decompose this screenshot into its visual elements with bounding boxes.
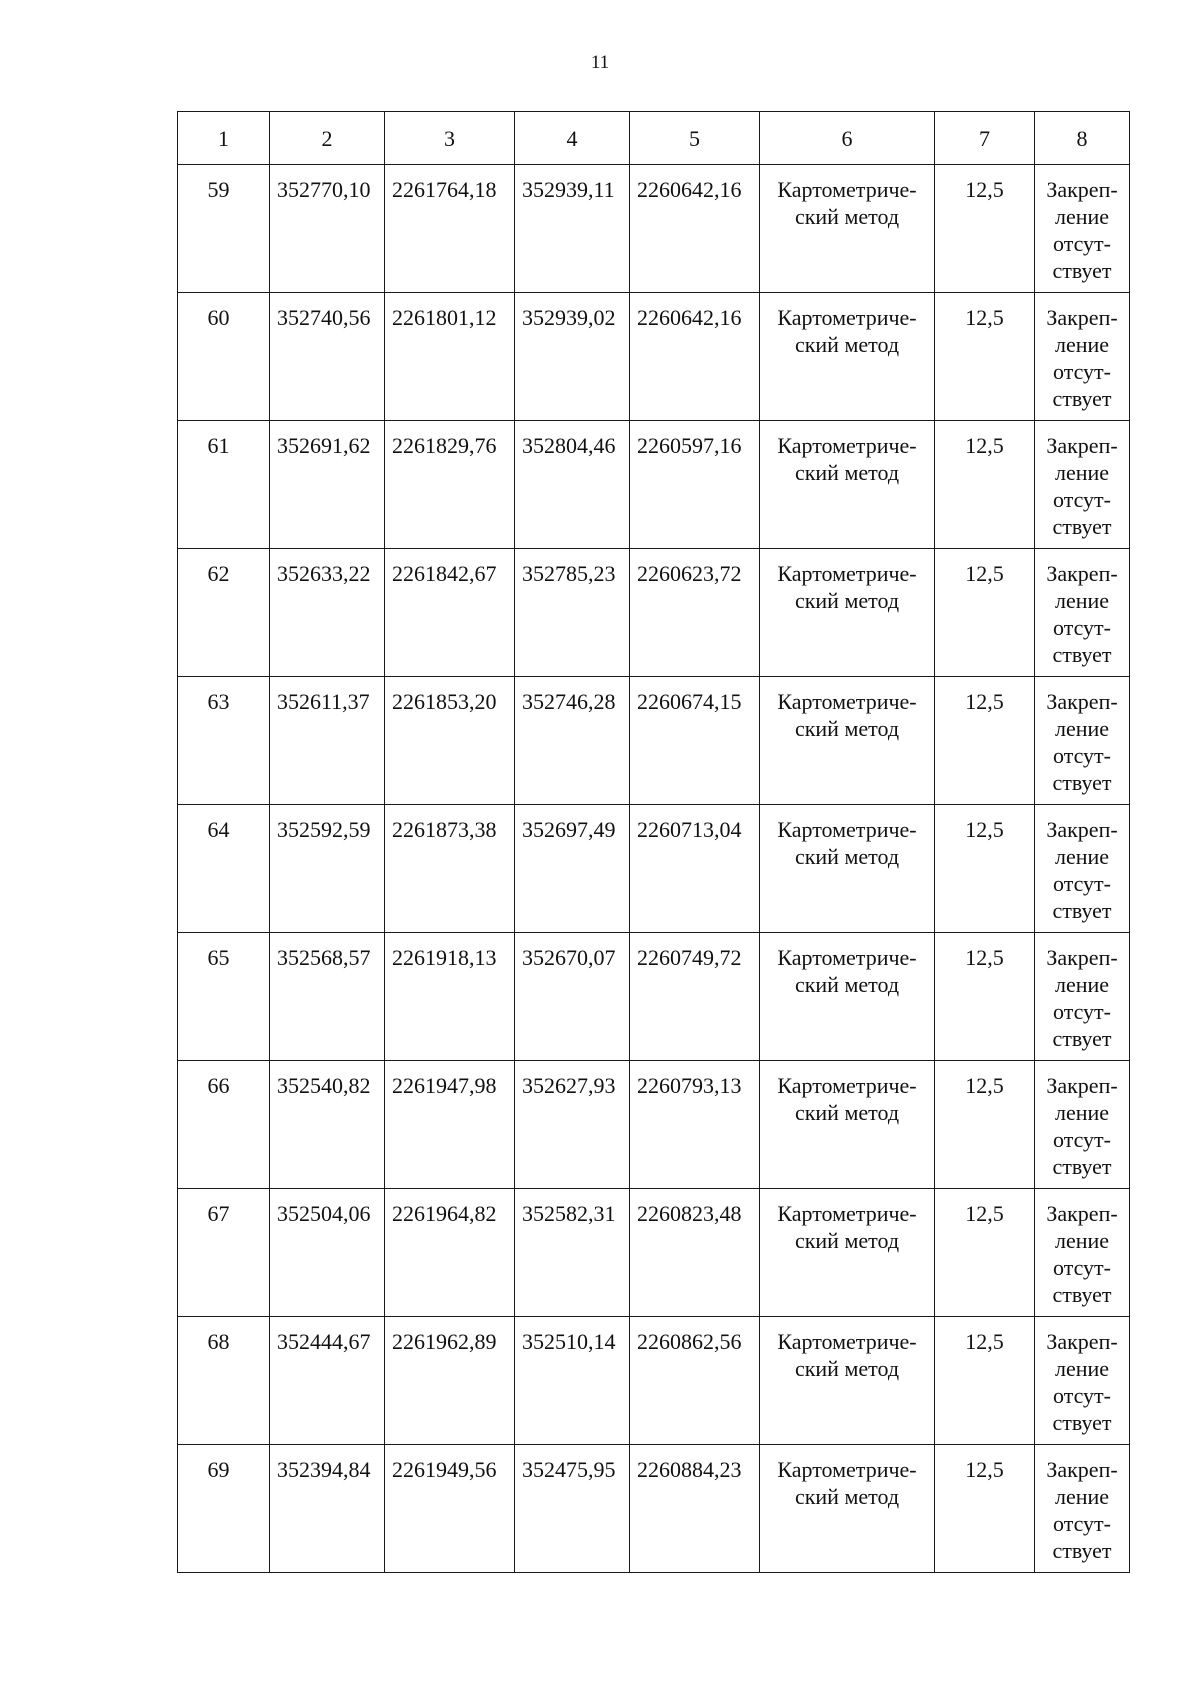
x-coord-cell: 352785,23	[515, 549, 630, 677]
y-coord-cell: 2261947,98	[385, 1061, 515, 1189]
column-header: 7	[935, 112, 1035, 165]
y-coord-cell: 2261964,82	[385, 1189, 515, 1317]
y-coord-cell: 2261873,38	[385, 805, 515, 933]
x-coord-cell: 352504,06	[270, 1189, 385, 1317]
method-cell: Картометриче- ский метод	[760, 293, 935, 421]
table-row	[178, 933, 1130, 1061]
method-cell: Картометриче- ский метод	[760, 1061, 935, 1189]
column-header: 4	[515, 112, 630, 165]
y-coord-cell: 2261842,67	[385, 549, 515, 677]
column-header: 2	[270, 112, 385, 165]
point-number-cell: 65	[178, 933, 270, 1061]
fixation-cell: Закреп- ление отсут- ствует	[1035, 933, 1130, 1061]
column-header: 8	[1035, 112, 1130, 165]
page-number: 11	[590, 52, 610, 73]
x-coord-cell: 352770,10	[270, 165, 385, 293]
table-row	[178, 421, 1130, 549]
accuracy-cell: 12,5	[935, 1445, 1035, 1573]
table-row	[178, 1445, 1130, 1573]
y-coord-cell: 2260674,15	[630, 677, 760, 805]
y-coord-cell: 2260713,04	[630, 805, 760, 933]
point-number-cell: 66	[178, 1061, 270, 1189]
y-coord-cell: 2261949,56	[385, 1445, 515, 1573]
table-row	[178, 165, 1130, 293]
y-coord-cell: 2260793,13	[630, 1061, 760, 1189]
fixation-cell: Закреп- ление отсут- ствует	[1035, 677, 1130, 805]
fixation-cell: Закреп- ление отсут- ствует	[1035, 1317, 1130, 1445]
point-number-cell: 60	[178, 293, 270, 421]
y-coord-cell: 2260884,23	[630, 1445, 760, 1573]
y-coord-cell: 2261918,13	[385, 933, 515, 1061]
accuracy-cell: 12,5	[935, 165, 1035, 293]
x-coord-cell: 352746,28	[515, 677, 630, 805]
method-cell: Картометриче- ский метод	[760, 1445, 935, 1573]
x-coord-cell: 352611,37	[270, 677, 385, 805]
x-coord-cell: 352475,95	[515, 1445, 630, 1573]
y-coord-cell: 2261801,12	[385, 293, 515, 421]
method-cell: Картометриче- ский метод	[760, 1189, 935, 1317]
y-coord-cell: 2260862,56	[630, 1317, 760, 1445]
x-coord-cell: 352627,93	[515, 1061, 630, 1189]
column-header: 1	[178, 112, 270, 165]
y-coord-cell: 2260749,72	[630, 933, 760, 1061]
x-coord-cell: 352740,56	[270, 293, 385, 421]
fixation-cell: Закреп- ление отсут- ствует	[1035, 1061, 1130, 1189]
y-coord-cell: 2260642,16	[630, 165, 760, 293]
fixation-cell: Закреп- ление отсут- ствует	[1035, 293, 1130, 421]
method-cell: Картометриче- ский метод	[760, 805, 935, 933]
table-row	[178, 1317, 1130, 1445]
accuracy-cell: 12,5	[935, 293, 1035, 421]
y-coord-cell: 2261764,18	[385, 165, 515, 293]
x-coord-cell: 352568,57	[270, 933, 385, 1061]
x-coord-cell: 352394,84	[270, 1445, 385, 1573]
y-coord-cell: 2260597,16	[630, 421, 760, 549]
table-row	[178, 549, 1130, 677]
accuracy-cell: 12,5	[935, 805, 1035, 933]
method-cell: Картометриче- ский метод	[760, 933, 935, 1061]
table-row	[178, 293, 1130, 421]
x-coord-cell: 352670,07	[515, 933, 630, 1061]
y-coord-cell: 2261853,20	[385, 677, 515, 805]
accuracy-cell: 12,5	[935, 549, 1035, 677]
point-number-cell: 62	[178, 549, 270, 677]
method-cell: Картометриче- ский метод	[760, 677, 935, 805]
x-coord-cell: 352691,62	[270, 421, 385, 549]
table-row	[178, 1189, 1130, 1317]
table-row	[178, 677, 1130, 805]
fixation-cell: Закреп- ление отсут- ствует	[1035, 1189, 1130, 1317]
accuracy-cell: 12,5	[935, 1317, 1035, 1445]
x-coord-cell: 352582,31	[515, 1189, 630, 1317]
method-cell: Картометриче- ский метод	[760, 165, 935, 293]
fixation-cell: Закреп- ление отсут- ствует	[1035, 421, 1130, 549]
column-header: 3	[385, 112, 515, 165]
point-number-cell: 61	[178, 421, 270, 549]
x-coord-cell: 352939,11	[515, 165, 630, 293]
method-cell: Картометриче- ский метод	[760, 1317, 935, 1445]
coordinates-table	[177, 111, 1130, 1573]
fixation-cell: Закреп- ление отсут- ствует	[1035, 549, 1130, 677]
y-coord-cell: 2260623,72	[630, 549, 760, 677]
accuracy-cell: 12,5	[935, 677, 1035, 805]
point-number-cell: 68	[178, 1317, 270, 1445]
accuracy-cell: 12,5	[935, 933, 1035, 1061]
column-header: 6	[760, 112, 935, 165]
accuracy-cell: 12,5	[935, 1061, 1035, 1189]
y-coord-cell: 2260823,48	[630, 1189, 760, 1317]
x-coord-cell: 352540,82	[270, 1061, 385, 1189]
table-body	[178, 165, 1130, 1573]
point-number-cell: 64	[178, 805, 270, 933]
method-cell: Картометриче- ский метод	[760, 421, 935, 549]
x-coord-cell: 352592,59	[270, 805, 385, 933]
x-coord-cell: 352633,22	[270, 549, 385, 677]
point-number-cell: 69	[178, 1445, 270, 1573]
column-header: 5	[630, 112, 760, 165]
x-coord-cell: 352804,46	[515, 421, 630, 549]
accuracy-cell: 12,5	[935, 421, 1035, 549]
table-row	[178, 805, 1130, 933]
x-coord-cell: 352939,02	[515, 293, 630, 421]
fixation-cell: Закреп- ление отсут- ствует	[1035, 1445, 1130, 1573]
y-coord-cell: 2260642,16	[630, 293, 760, 421]
point-number-cell: 59	[178, 165, 270, 293]
y-coord-cell: 2261829,76	[385, 421, 515, 549]
method-cell: Картометриче- ский метод	[760, 549, 935, 677]
x-coord-cell: 352510,14	[515, 1317, 630, 1445]
point-number-cell: 67	[178, 1189, 270, 1317]
x-coord-cell: 352697,49	[515, 805, 630, 933]
point-number-cell: 63	[178, 677, 270, 805]
x-coord-cell: 352444,67	[270, 1317, 385, 1445]
accuracy-cell: 12,5	[935, 1189, 1035, 1317]
table-header-row	[178, 112, 1130, 165]
y-coord-cell: 2261962,89	[385, 1317, 515, 1445]
table-row	[178, 1061, 1130, 1189]
fixation-cell: Закреп- ление отсут- ствует	[1035, 805, 1130, 933]
fixation-cell: Закреп- ление отсут- ствует	[1035, 165, 1130, 293]
